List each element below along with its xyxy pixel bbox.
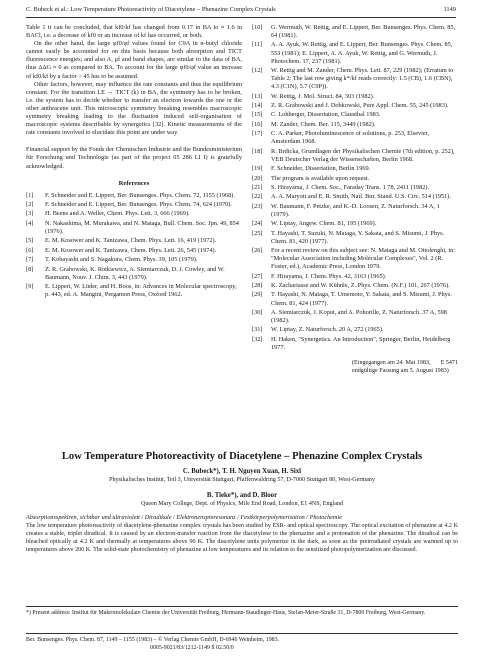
reference-text: E. M. Kosower and K. Tanizawa, Chem. Phys. Lett. 16, 419 (1972). [45, 237, 217, 245]
body-paragraph: On the other hand, the large φf0/φf values found for C9A in n-butyl chloride cannot easily be accounted for on this basis because both absorption and TICT fluorescence energies; and also A, μf and band shapes, are similar to the data of BA, thus ΔΔG ≈ 0 as compared to BA. To account for the large φf0/φf value an increase of kf0/kf by a factor > 45 has to be assumed. [26, 40, 242, 80]
reference-item [26, 266, 242, 282]
reference-text: F. Schneider and E. Lippert, Ber. Bunsenges. Phys. Chem. 74, 624 (1970). [45, 201, 232, 209]
body-paragraph: Other factors, however, may influence the rate constants and thus the equilibrium constant. For the transition LE → TICT (k) in BA, the symmetry has to be broken, i.e. the system has to decide whether to transfer an electron towards the one or the other anthracene unit. This microscopic symmetry breaking resembles macroscopic symmetry breaking leading to the fluctuation induced self-organisation of macroscopic systems describable by synergetics [32]. Kinetic measurements of the rate constants involved to elucidate this point are under way. [26, 80, 242, 137]
reference-text: A. A. Ayuk, W. Rettig, and E. Lippert, Ber. Bunsenges. Phys. Chem. 85, 553 (1981); E. Lippert, A. A. Ayuk, W. Rettig, and G. Wermuth, J. Photochem. 17, 237 (1981). [271, 41, 453, 65]
issn-code: 0005-9021/83/1212-1149 $ 02.50/0 [150, 644, 234, 651]
reference-number: [27] [252, 272, 263, 280]
reference-item [26, 247, 242, 255]
reference-number: [15] [252, 111, 263, 119]
reference-item [252, 282, 458, 290]
reference-item [252, 121, 458, 129]
reference-text: C. A. Parker, Photoluminescence of solutions, p. 253, Elsevier, Amsterdam 1968. [271, 130, 430, 146]
reference-text: N. Nakashima, M. Murakawa, and N. Mataga, Bull. Chem. Soc. Jpn. 49, 854 (1976). [45, 219, 239, 235]
reference-item [252, 130, 458, 146]
reference-text: W. Baumann, F. Petzke, and K.-D. Loosen, Z. Naturforsch. 34 A, 1 (1979). [271, 202, 440, 218]
reference-number: [10] [252, 24, 263, 31]
reference-number: [26] [252, 247, 263, 255]
authors-group-2: B. Tieke*), and D. Bloor [206, 491, 278, 499]
reference-number: [2] [26, 201, 34, 209]
reference-item [252, 309, 458, 325]
running-head-title: C. Bubeck et al.: Low Temperature Photoreactivity of Diacetylene – Phenazine Complex Crystals [26, 6, 276, 13]
reference-number: [9] [26, 283, 34, 290]
reference-number: [30] [252, 308, 263, 316]
new-article [26, 450, 458, 554]
page-footer [26, 633, 458, 652]
reference-text: Z. R. Grabowski, K. Rotkiewicz, A. Siemiarczuk, D. J. Cowley, and W. Baumann, Nouv. J. Chim. 3, 443 (1979). [45, 265, 225, 281]
reference-item [26, 283, 242, 299]
reference-item [26, 220, 242, 236]
reference-text: E. M. Kosower and K. Tanizawa, Chem. Phys. Lett. 26, 545 (1974). [45, 246, 217, 254]
received-line-1: (Eingegangen am 24. Mai 1983, [352, 360, 431, 366]
reference-item [252, 24, 458, 40]
reference-number: [1] [26, 191, 34, 199]
references-heading: References [118, 179, 150, 187]
reference-number: [3] [26, 210, 34, 218]
reference-number: [12] [252, 67, 263, 75]
reference-text: K. Zachariasse and W. Kühnle, Z. Phys. Chem. (N.F.) 101, 267 (1976). [271, 282, 450, 290]
article-title: Low Temperature Photoreactivity of Diacetylene – Phenazine Complex Crystals [61, 451, 423, 462]
reference-number: [13] [252, 92, 263, 100]
right-column [252, 24, 458, 377]
reference-text: A. A. Maryott and E. R. Smith, Natl. Bur. Stand. U.S. Circ. 514 (1951). [271, 193, 451, 201]
reference-text: C. Lohberger, Dissertation, Clausthal 1983. [271, 111, 381, 119]
reference-number: [22] [252, 193, 263, 201]
reference-text: The program is available upon request. [271, 174, 370, 182]
reference-number: [5] [26, 237, 34, 245]
reference-item [252, 41, 458, 65]
reference-number: [21] [252, 183, 263, 191]
reference-item [252, 67, 458, 91]
reference-item [26, 256, 242, 264]
reference-number: [8] [26, 265, 34, 273]
reference-item [252, 175, 458, 183]
reference-number: [32] [252, 335, 263, 343]
affiliation-2: Queen Mary College, Dept. of Physics, Mile End Road, London, E1 4NS, England [140, 500, 344, 507]
affiliation-1: Physikalisches Institut, Teil 3, Universität Stuttgart, Pfaffenwaldring 57, D-7000 Stuttgart 80, West-Germany [109, 477, 375, 483]
reference-item [252, 193, 458, 201]
reference-text: T. Hayashi, T. Suzuki, N. Mataga, Y. Sakata, and S. Misumi, J. Phys. Chem. 81, 420 (1977). [271, 229, 445, 245]
reference-item [252, 102, 458, 110]
reference-number: [4] [26, 219, 34, 227]
left-column [26, 24, 242, 300]
reference-item [252, 111, 458, 119]
reference-item [252, 291, 458, 307]
reference-item [26, 201, 242, 209]
reference-number: [16] [252, 120, 263, 128]
journal-citation: Ber. Bunsenges. Phys. Chem. 87, 1149 – 1155 (1983) – © Verlag Chemie GmbH, D-6940 Weinheim, 1983. [26, 637, 280, 643]
reference-number: [31] [252, 326, 263, 334]
footnote: *) Present address: Institut für Makromolekulare Chemie der Universität Freiburg, Hermann-Staudinger-Haus, Stefan-Meier-Straße 31, D-7800 Freiburg, West-Germany. [26, 606, 458, 618]
reference-text: Z. R. Grabowski and J. Dobkowski, Pure Appl. Chem. 55, 245 (1983). [271, 102, 449, 110]
reference-number: [17] [252, 130, 263, 138]
reference-text: F. Schneider, Dissertation, Berlin 1969. [271, 165, 371, 173]
authors-group-1: C. Bubeck*), T. H. Nguyen Xuan, H. Sixl [182, 468, 302, 475]
reference-item [26, 237, 242, 245]
reference-text: H. Haken, "Synergetics. An Introduction", Springer, Berlin, Heidelberg 1977. [271, 335, 451, 351]
reference-number: [25] [252, 229, 263, 237]
reference-text: F. Hirayama, J. Chem. Phys. 42, 3163 (1965). [271, 272, 387, 280]
reference-text: For a recent review on this subject see: N. Mataga and M. Ottolenghi, in: "Molecular Association including Molecular Complexes", Vol. 2 (R. Foster, ed.), Academic Press, London 1979. [271, 247, 455, 271]
reference-number: [11] [252, 41, 263, 49]
reference-item [252, 336, 458, 352]
reference-item [252, 326, 458, 334]
acknowledgement: Financial support by the Fonds der Chemischen Industrie and the Bundesministerium für Forschung und Technologie (as part of the project 05 286 LI I) is gratefully acknowledged. [26, 146, 242, 170]
reference-text: T. Kobayashi and S. Nagakura, Chem. Phys. 39, 105 (1979). [45, 256, 198, 264]
reference-text: H. Beens and A. Weller, Chem. Phys. Lett. 3, 666 (1969). [45, 210, 190, 218]
reference-text: A. Siemiarczuk, J. Koput, and A. Pohorille, Z. Naturforsch. 37 A, 598 (1982). [271, 308, 447, 325]
reference-text: W. Rettig and M. Zander, Chem. Phys. Lett. 87, 229 (1982); (Erratum to Table 2: The last row giving k*/kf reads correctly: 1.5 (CB), 1.6 (CBN), 4.3 (C1N), 5.7 (C9P)). [271, 67, 454, 91]
reference-number: [24] [252, 220, 263, 228]
reference-number: [6] [26, 246, 34, 254]
reference-number: [20] [252, 174, 263, 182]
manuscript-code: E 5471 [440, 360, 458, 366]
reference-list [26, 192, 242, 300]
reference-item [26, 210, 242, 218]
reference-text: R. Brdicka, Grundlagen der Physikalischen Chemie (7th edition, p. 252), VEB Deutscher Verlag der Wissenschaften, Berlin 1968. [271, 147, 455, 163]
keywords: Absorptionsspektren, sichtbar und ultraviolett / Diradikale / Elektronenspinresonanz / Festkörperpolymerisation / Photochemie [26, 514, 342, 521]
reference-number: [7] [26, 256, 34, 264]
reference-number: [18] [252, 147, 263, 155]
abstract: The low temperature photoreactivity of diacetylene-phenazine complex crystals has been studied by ESR- and optical spectroscopy. The optical excitation of phenazine at 4.2 K creates a stable, triplet diradical. It is caused by an electron-transfer reaction from the diacetylene to the phenazine and a protonation of the phenazine. The diradical can be bleached optically at 4.2 K and thermally at temperatures above 90 K. The diacetylene units polymerize in the dark, as soon as the preirradiated crystals are warmed up to temperatures above 200 K. The solid-state photochemistry of phenazine at low temperatures and its relation to the sensitized photopolymerization are discussed. [26, 523, 458, 553]
reference-item [252, 165, 458, 173]
reference-text: W. Rettig, J. Mol. Struct. 84, 303 (1982). [271, 92, 375, 100]
received-line-2: endgültige Fassung am 5. August 1983) [352, 368, 449, 374]
received-dates [252, 359, 458, 377]
reference-item [252, 220, 458, 228]
reference-text: W. Liptay, Z. Naturforsch. 20 A, 272 (1965). [271, 326, 384, 334]
reference-number: [29] [252, 291, 263, 299]
reference-item [252, 93, 458, 101]
reference-item [252, 203, 458, 219]
reference-item [252, 148, 458, 164]
reference-number: [28] [252, 282, 263, 290]
reference-text: E. Lippert, W. Lüder, and H. Boos, in: Advances in Molecular spectroscopy, p. 443, ed. A. Mangini, Pergamon Press, Oxford 1962. [45, 283, 237, 299]
body-paragraph: Table 1 it can be concluded, that kf0/kf has changed from 0.17 in BA to ≈ 1.6 in BACl, i.e. a decrease of kf0 or an increase of kf has occurred, or both. [26, 24, 242, 40]
reference-item [252, 230, 458, 246]
reference-item [252, 247, 458, 271]
reference-item [26, 192, 242, 200]
reference-number: [14] [252, 102, 263, 110]
reference-number: [23] [252, 202, 263, 210]
page-number: 1149 [443, 6, 456, 13]
reference-item [252, 273, 458, 281]
running-head [26, 5, 456, 18]
reference-text: M. Zander, Chem. Ber. 115, 3449 (1982). [271, 120, 376, 128]
reference-text: W. Liptay, Angew. Chem. 81, 195 (1969). [271, 220, 377, 228]
reference-list-continued [252, 24, 458, 352]
reference-text: S. Hirayama, J. Chem. Soc., Faraday Trans. 1 78, 2411 (1982). [271, 183, 430, 191]
reference-text: F. Schneider and E. Lippert, Ber. Bunsenges. Phys. Chem. 72, 1155 (1968). [45, 191, 235, 199]
reference-text: T. Hayashi, N. Mataga, T. Umemoto, Y. Sakata, and S. Misumi, J. Phys. Chem. 81, 424 (1977). [271, 291, 452, 307]
reference-item [252, 184, 458, 192]
reference-number: [19] [252, 165, 263, 173]
reference-text: G. Wermuth, W. Rettig, and E. Lippert, Ber. Bunsenges. Phys. Chem. 85, 64 (1981). [271, 24, 456, 40]
